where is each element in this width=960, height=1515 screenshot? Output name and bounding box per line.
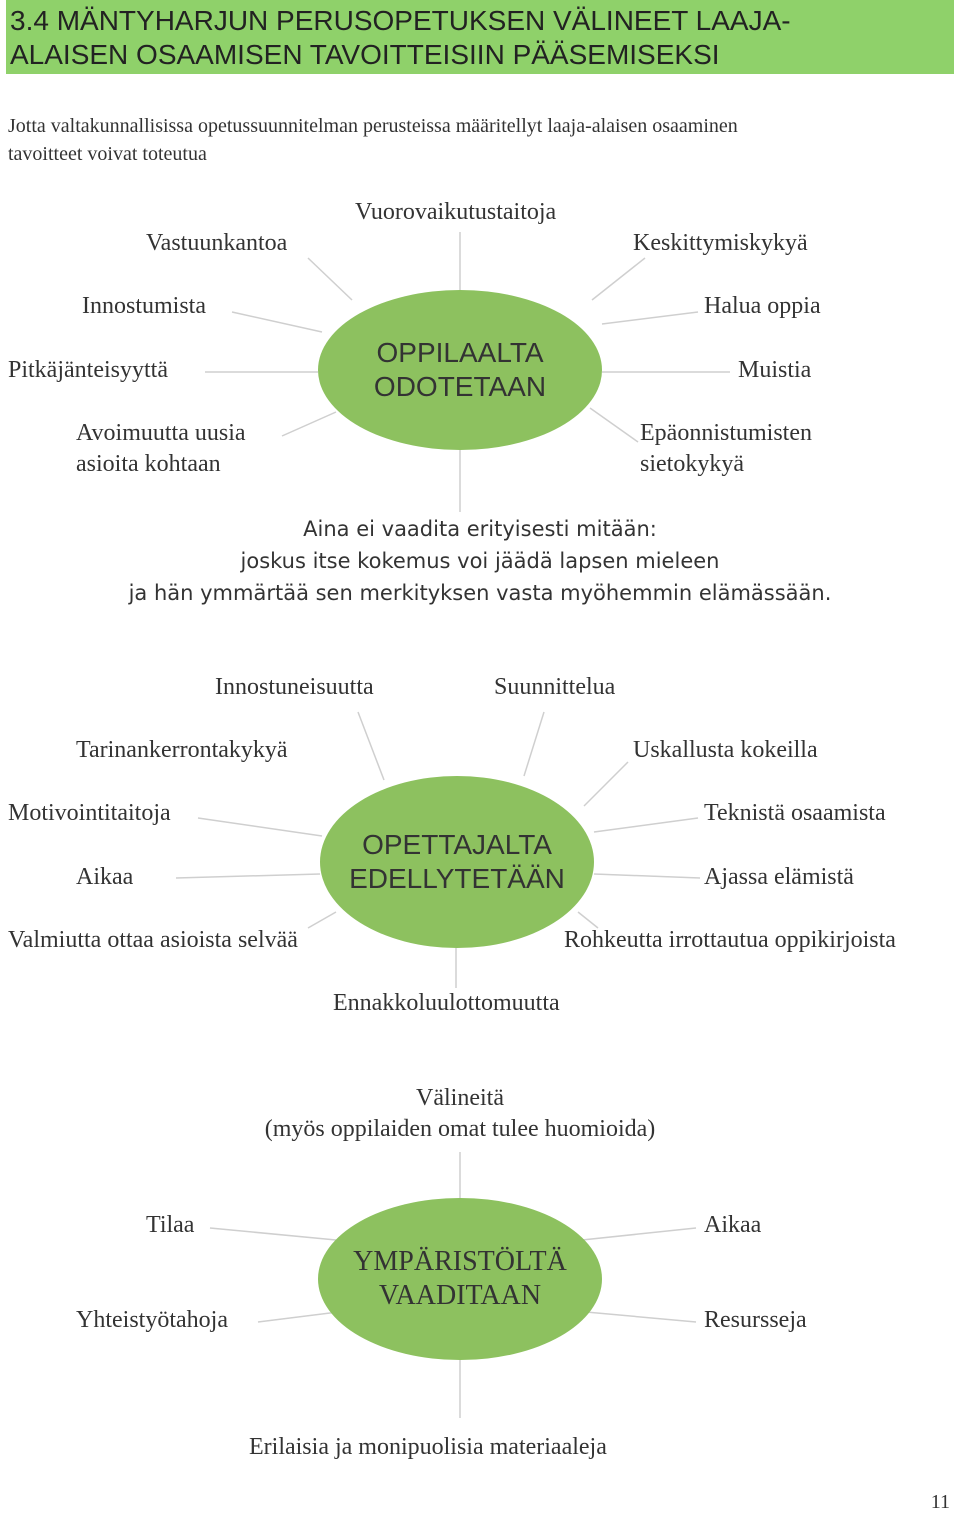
- connector-line: [210, 1228, 336, 1240]
- label-keskittymiskykya: Keskittymiskykyä: [633, 230, 808, 256]
- label-innostuneisuutta: Innostuneisuutta: [215, 674, 374, 700]
- label-line: Epäonnistumisten: [640, 420, 812, 446]
- connector-line: [308, 258, 352, 300]
- note-line-2: joskus itse kokemus voi jäädä lapsen mieleen: [240, 549, 720, 573]
- hub-line-1: OPPILAALTA: [376, 337, 544, 368]
- label-aikaa: Aikaa: [76, 864, 134, 890]
- note-line-1: Aina ei vaadita erityisesti mitään:: [303, 517, 657, 541]
- hub-line-2: EDELLYTETÄÄN: [349, 863, 565, 894]
- diagram1-note: [0, 513, 960, 609]
- label-uskallusta-kokeilla: Uskallusta kokeilla: [633, 737, 818, 763]
- label-yhteistyotahoja: Yhteistyötahoja: [76, 1307, 228, 1333]
- connector-line: [308, 912, 336, 928]
- label-muistia: Muistia: [738, 357, 812, 383]
- page-number: 11: [930, 1491, 950, 1513]
- connector-line: [592, 258, 645, 300]
- connector-line: [524, 712, 544, 776]
- label-rohkeutta: Rohkeutta irrottautua oppikirjoista: [564, 927, 896, 953]
- label-line: sietokykyä: [640, 451, 744, 477]
- intro-line-2: tavoitteet voivat toteutua: [8, 143, 207, 165]
- connector-line: [232, 312, 322, 332]
- note-line-3: ja hän ymmärtää sen merkityksen vasta myöhemmin elämässään.: [128, 581, 832, 605]
- label-ennakkoluulottomuutta: Ennakkoluulottomuutta: [333, 990, 560, 1016]
- label-halua-oppia: Halua oppia: [704, 293, 821, 319]
- label-avoimuutta-uusia: [76, 418, 246, 480]
- connector-line: [582, 1228, 696, 1240]
- label-ajassa-elamista: Ajassa elämistä: [704, 864, 854, 890]
- hub-line-1: YMPÄRISTÖLTÄ: [353, 1246, 567, 1277]
- label-aikaa-env: Aikaa: [704, 1212, 762, 1238]
- connector-line: [198, 818, 322, 836]
- label-line: Avoimuutta uusia: [76, 420, 246, 446]
- hub-opettajalta-edellytetaan: [320, 776, 594, 948]
- label-teknista-osaamista: Teknistä osaamista: [704, 800, 886, 826]
- label-pitkajanteisyytta: Pitkäjänteisyyttä: [8, 357, 168, 383]
- label-vastuunkantoa: Vastuunkantoa: [146, 230, 288, 256]
- hub-line-1: OPETTAJALTA: [362, 829, 552, 860]
- label-innostumista: Innostumista: [82, 293, 206, 319]
- connector-line: [586, 1312, 696, 1322]
- label-line: (myös oppilaiden omat tulee huomioida): [264, 1116, 656, 1142]
- label-line: asioita kohtaan: [76, 451, 221, 477]
- connector-line: [282, 412, 336, 436]
- connector-line: [594, 818, 698, 832]
- label-motivointitaitoja: Motivointitaitoja: [8, 800, 171, 826]
- page-title-line-1: 3.4 MÄNTYHARJUN PERUSOPETUKSEN VÄLINEET LAAJA-: [10, 5, 791, 36]
- connector-line: [602, 312, 698, 324]
- connector-line: [358, 712, 384, 780]
- page-title-line-2: ALAISEN OSAAMISEN TAVOITTEISIIN PÄÄSEMISEKSI: [10, 39, 720, 70]
- hub-line-2: VAADITAAN: [378, 1280, 542, 1311]
- connector-line: [258, 1312, 338, 1322]
- hub-line-2: ODOTETAAN: [373, 371, 547, 402]
- label-epaonnistumisten-sietokykya: [640, 418, 812, 480]
- intro-line-1: Jotta valtakunnallisissa opetussuunnitelman perusteissa määritellyt laaja-alaisen osaaminen: [8, 115, 738, 137]
- label-vuorovaikutustaitoja: Vuorovaikutustaitoja: [355, 199, 557, 225]
- hub-oppilaalta-odotetaan: [318, 290, 602, 450]
- label-suunnittelua: Suunnittelua: [494, 674, 616, 700]
- hub-ymparistolta-vaaditaan: [318, 1198, 602, 1360]
- label-valineita: [0, 1083, 920, 1145]
- label-tilaa: Tilaa: [146, 1212, 195, 1238]
- label-materiaaleja: Erilaisia ja monipuolisia materiaaleja: [249, 1434, 607, 1460]
- label-resursseja: Resursseja: [704, 1307, 807, 1333]
- label-line: Välineitä: [416, 1085, 504, 1111]
- connector-line: [590, 408, 638, 442]
- connector-line: [594, 874, 700, 878]
- label-tarinankerrontakykya: Tarinankerrontakykyä: [76, 737, 288, 763]
- label-valmiutta: Valmiutta ottaa asioista selvää: [8, 927, 298, 953]
- connector-line: [176, 874, 320, 878]
- connector-line: [584, 762, 628, 806]
